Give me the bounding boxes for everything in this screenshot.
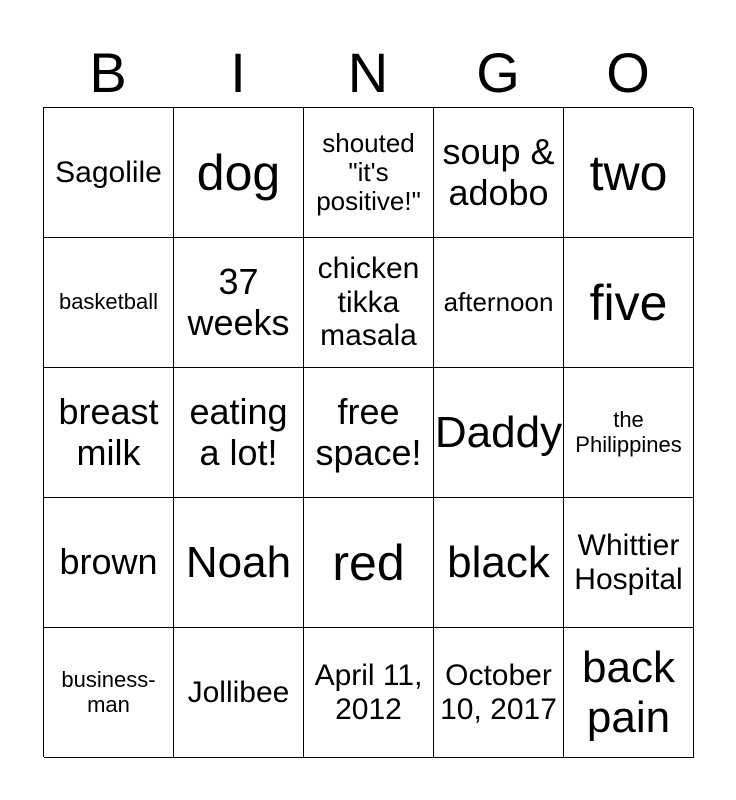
bingo-cell-r4-c3[interactable] <box>304 498 434 628</box>
cell-text: October 10, 2017 <box>440 658 557 726</box>
bingo-cell-r1-c3[interactable] <box>304 108 434 238</box>
header-letter-b: B <box>89 41 127 104</box>
cell-text: brown <box>59 541 158 583</box>
bingo-cell-r4-c5[interactable] <box>564 498 694 628</box>
cell-text: Sagolile <box>55 155 162 189</box>
cell-text: Noah <box>185 537 292 587</box>
header-letter-i: I <box>230 41 246 104</box>
bingo-board <box>43 107 693 757</box>
cell-text: black <box>447 537 550 587</box>
bingo-cell-r3-c3[interactable] <box>304 368 434 498</box>
cell-text: the Philippines <box>575 406 682 457</box>
bingo-cell-r1-c1[interactable] <box>44 108 174 238</box>
header-letter-o: O <box>606 41 650 104</box>
cell-text: soup & adobo <box>442 131 555 213</box>
cell-text: shouted "it's positive!" <box>316 127 421 217</box>
bingo-cell-r2-c2[interactable] <box>174 238 304 368</box>
bingo-cell-r3-c1[interactable] <box>44 368 174 498</box>
cell-text: breast milk <box>58 391 159 473</box>
cell-text: free space! <box>315 391 422 473</box>
header-letter-g: G <box>476 41 520 104</box>
bingo-cell-r5-c1[interactable] <box>44 628 174 758</box>
bingo-header <box>43 38 693 108</box>
cell-text: eating a lot! <box>189 391 288 473</box>
bingo-cell-r1-c5[interactable] <box>564 108 694 238</box>
cell-text: basketball <box>58 289 159 315</box>
cell-text: 37 weeks <box>187 261 290 343</box>
bingo-cell-r1-c4[interactable] <box>434 108 564 238</box>
bingo-cell-r5-c4[interactable] <box>434 628 564 758</box>
bingo-cell-r1-c2[interactable] <box>174 108 304 238</box>
cell-text: Whittier Hospital <box>574 528 683 596</box>
bingo-cell-r4-c4[interactable] <box>434 498 564 628</box>
bingo-cell-r2-c4[interactable] <box>434 238 564 368</box>
cell-text: two <box>589 144 668 201</box>
cell-text: April 11, 2012 <box>314 658 423 726</box>
cell-text: business-man <box>61 666 156 717</box>
bingo-cell-r5-c3[interactable] <box>304 628 434 758</box>
cell-text: five <box>589 274 668 331</box>
bingo-cell-r5-c2[interactable] <box>174 628 304 758</box>
cell-text: Daddy <box>434 407 563 457</box>
cell-text: dog <box>196 144 281 201</box>
cell-text: back pain <box>582 643 675 742</box>
bingo-cell-r2-c5[interactable] <box>564 238 694 368</box>
bingo-cell-r4-c2[interactable] <box>174 498 304 628</box>
cell-text: chicken tikka masala <box>317 252 420 353</box>
bingo-cell-r3-c4[interactable] <box>434 368 564 498</box>
bingo-cell-r3-c2[interactable] <box>174 368 304 498</box>
bingo-cell-r4-c1[interactable] <box>44 498 174 628</box>
cell-text: red <box>332 534 405 591</box>
bingo-cell-r2-c1[interactable] <box>44 238 174 368</box>
bingo-cell-r5-c5[interactable] <box>564 628 694 758</box>
bingo-cell-r3-c5[interactable] <box>564 368 694 498</box>
header-letter-n: N <box>347 41 389 104</box>
cell-text: afternoon <box>443 286 554 317</box>
cell-text: Jollibee <box>187 675 290 709</box>
bingo-cell-r2-c3[interactable] <box>304 238 434 368</box>
